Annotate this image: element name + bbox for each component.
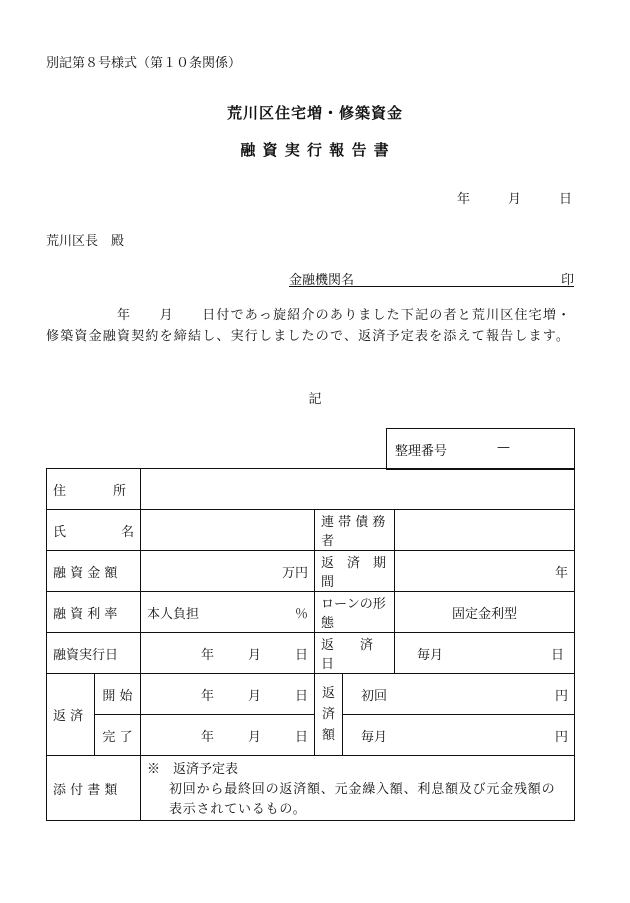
institution-line[interactable]: [289, 269, 574, 287]
end-year: 年: [200, 729, 214, 745]
repay-period-unit: 年: [554, 565, 568, 581]
exec-date-label: 融資実行日: [47, 633, 141, 674]
row-attachment: [47, 756, 575, 821]
address-label-char2: 所: [112, 483, 126, 499]
name-label-char1: 氏: [53, 524, 67, 540]
registration-number-box: [386, 428, 575, 470]
row-exec-date: [47, 633, 575, 674]
loan-type-value: 固定金利型: [395, 592, 575, 633]
registration-number-dash: —: [497, 440, 510, 455]
ki-heading: 記: [308, 392, 322, 407]
end-day: 日: [294, 729, 308, 745]
row-repay-start: [47, 674, 575, 715]
amount-label: 融 資 金 額: [47, 551, 141, 592]
start-month: 月: [247, 688, 261, 704]
row-repay-end: [47, 715, 575, 756]
start-label: 開 始: [95, 674, 141, 715]
institution-label: 金融機関名: [289, 273, 355, 288]
name-field[interactable]: [141, 510, 315, 551]
first-label: 初回: [361, 688, 388, 704]
row-amount: [47, 551, 575, 592]
repay-day-unit: 日: [550, 647, 564, 663]
attach-mark: ※: [147, 762, 161, 777]
guarantor-field[interactable]: [395, 510, 575, 551]
repay-amount-char2: 済: [321, 707, 335, 722]
repay-date-field[interactable]: [395, 633, 575, 674]
addressee: 荒川区長 殿: [46, 234, 125, 249]
date-day: 日: [558, 192, 572, 207]
end-date-field[interactable]: [141, 715, 315, 756]
exec-date-field[interactable]: [141, 633, 315, 674]
form-title-line2: 融 資 実 行 報 告 書: [240, 141, 390, 159]
repay-period-label: 返 済 期 間: [315, 551, 395, 592]
rate-field[interactable]: [141, 592, 315, 633]
repay-date-label: 返 済 日: [315, 633, 395, 674]
rate-unit: ％: [294, 606, 308, 622]
address-label-char1: 住: [53, 483, 67, 499]
end-label: 完 了: [95, 715, 141, 756]
exec-month: 月: [247, 647, 261, 663]
monthly-label: 毎月: [417, 647, 444, 663]
start-day: 日: [294, 688, 308, 704]
rate-self-label: 本人負担: [147, 606, 200, 622]
seal-mark: 印: [560, 273, 574, 288]
body-text: 年 月 日付であっ旋紹介のありました下記の者と荒川区住宅増・修築資金融資契約を締結し、実行しましたので、返済予定表を添えて報告します。: [46, 308, 572, 344]
exec-year: 年: [200, 647, 214, 663]
first-yen: 円: [554, 688, 568, 704]
form-number: 別記第８号様式（第１０条関係）: [46, 56, 242, 71]
monthly-payment-field[interactable]: [343, 715, 575, 756]
amount-unit: 万円: [281, 565, 308, 581]
attach-title: 返済予定表: [173, 762, 239, 777]
first-payment-field[interactable]: [343, 674, 575, 715]
start-date-field[interactable]: [141, 674, 315, 715]
form-title-line1: 荒川区住宅増・修築資金: [226, 104, 403, 122]
monthly-yen: 円: [554, 729, 568, 745]
guarantor-label: 連 帯 債 務 者: [315, 510, 395, 551]
amount-field[interactable]: [141, 551, 315, 592]
repay-amount-label: [315, 674, 343, 756]
row-address: [47, 469, 575, 510]
name-label-char2: 名: [120, 524, 134, 540]
attach-description: 初回から最終回の返済額、元金繰入額、利息額及び元金残額の表示されているもの。: [169, 782, 556, 817]
address-label: [47, 469, 141, 510]
attach-field: [141, 756, 575, 821]
date-month: 月: [507, 192, 521, 207]
registration-number-label: 整理番号: [395, 444, 448, 459]
repay-amount-char1: 返: [321, 686, 335, 701]
repay-period-field[interactable]: [395, 551, 575, 592]
repay-label: 返 済: [47, 674, 95, 756]
monthly-payment-label: 毎月: [361, 729, 388, 745]
row-rate: [47, 592, 575, 633]
address-field[interactable]: [141, 469, 575, 510]
exec-day: 日: [294, 647, 308, 663]
repay-amount-char3: 額: [321, 728, 335, 743]
loan-report-table: [46, 468, 575, 821]
loan-type-label: ローンの形態: [315, 592, 395, 633]
start-year: 年: [200, 688, 214, 704]
row-name: [47, 510, 575, 551]
date-year: 年: [456, 192, 470, 207]
end-month: 月: [247, 729, 261, 745]
rate-label: 融 資 利 率: [47, 592, 141, 633]
attach-label: 添 付 書 類: [47, 756, 141, 821]
name-label: [47, 510, 141, 551]
date-line: [457, 188, 572, 207]
